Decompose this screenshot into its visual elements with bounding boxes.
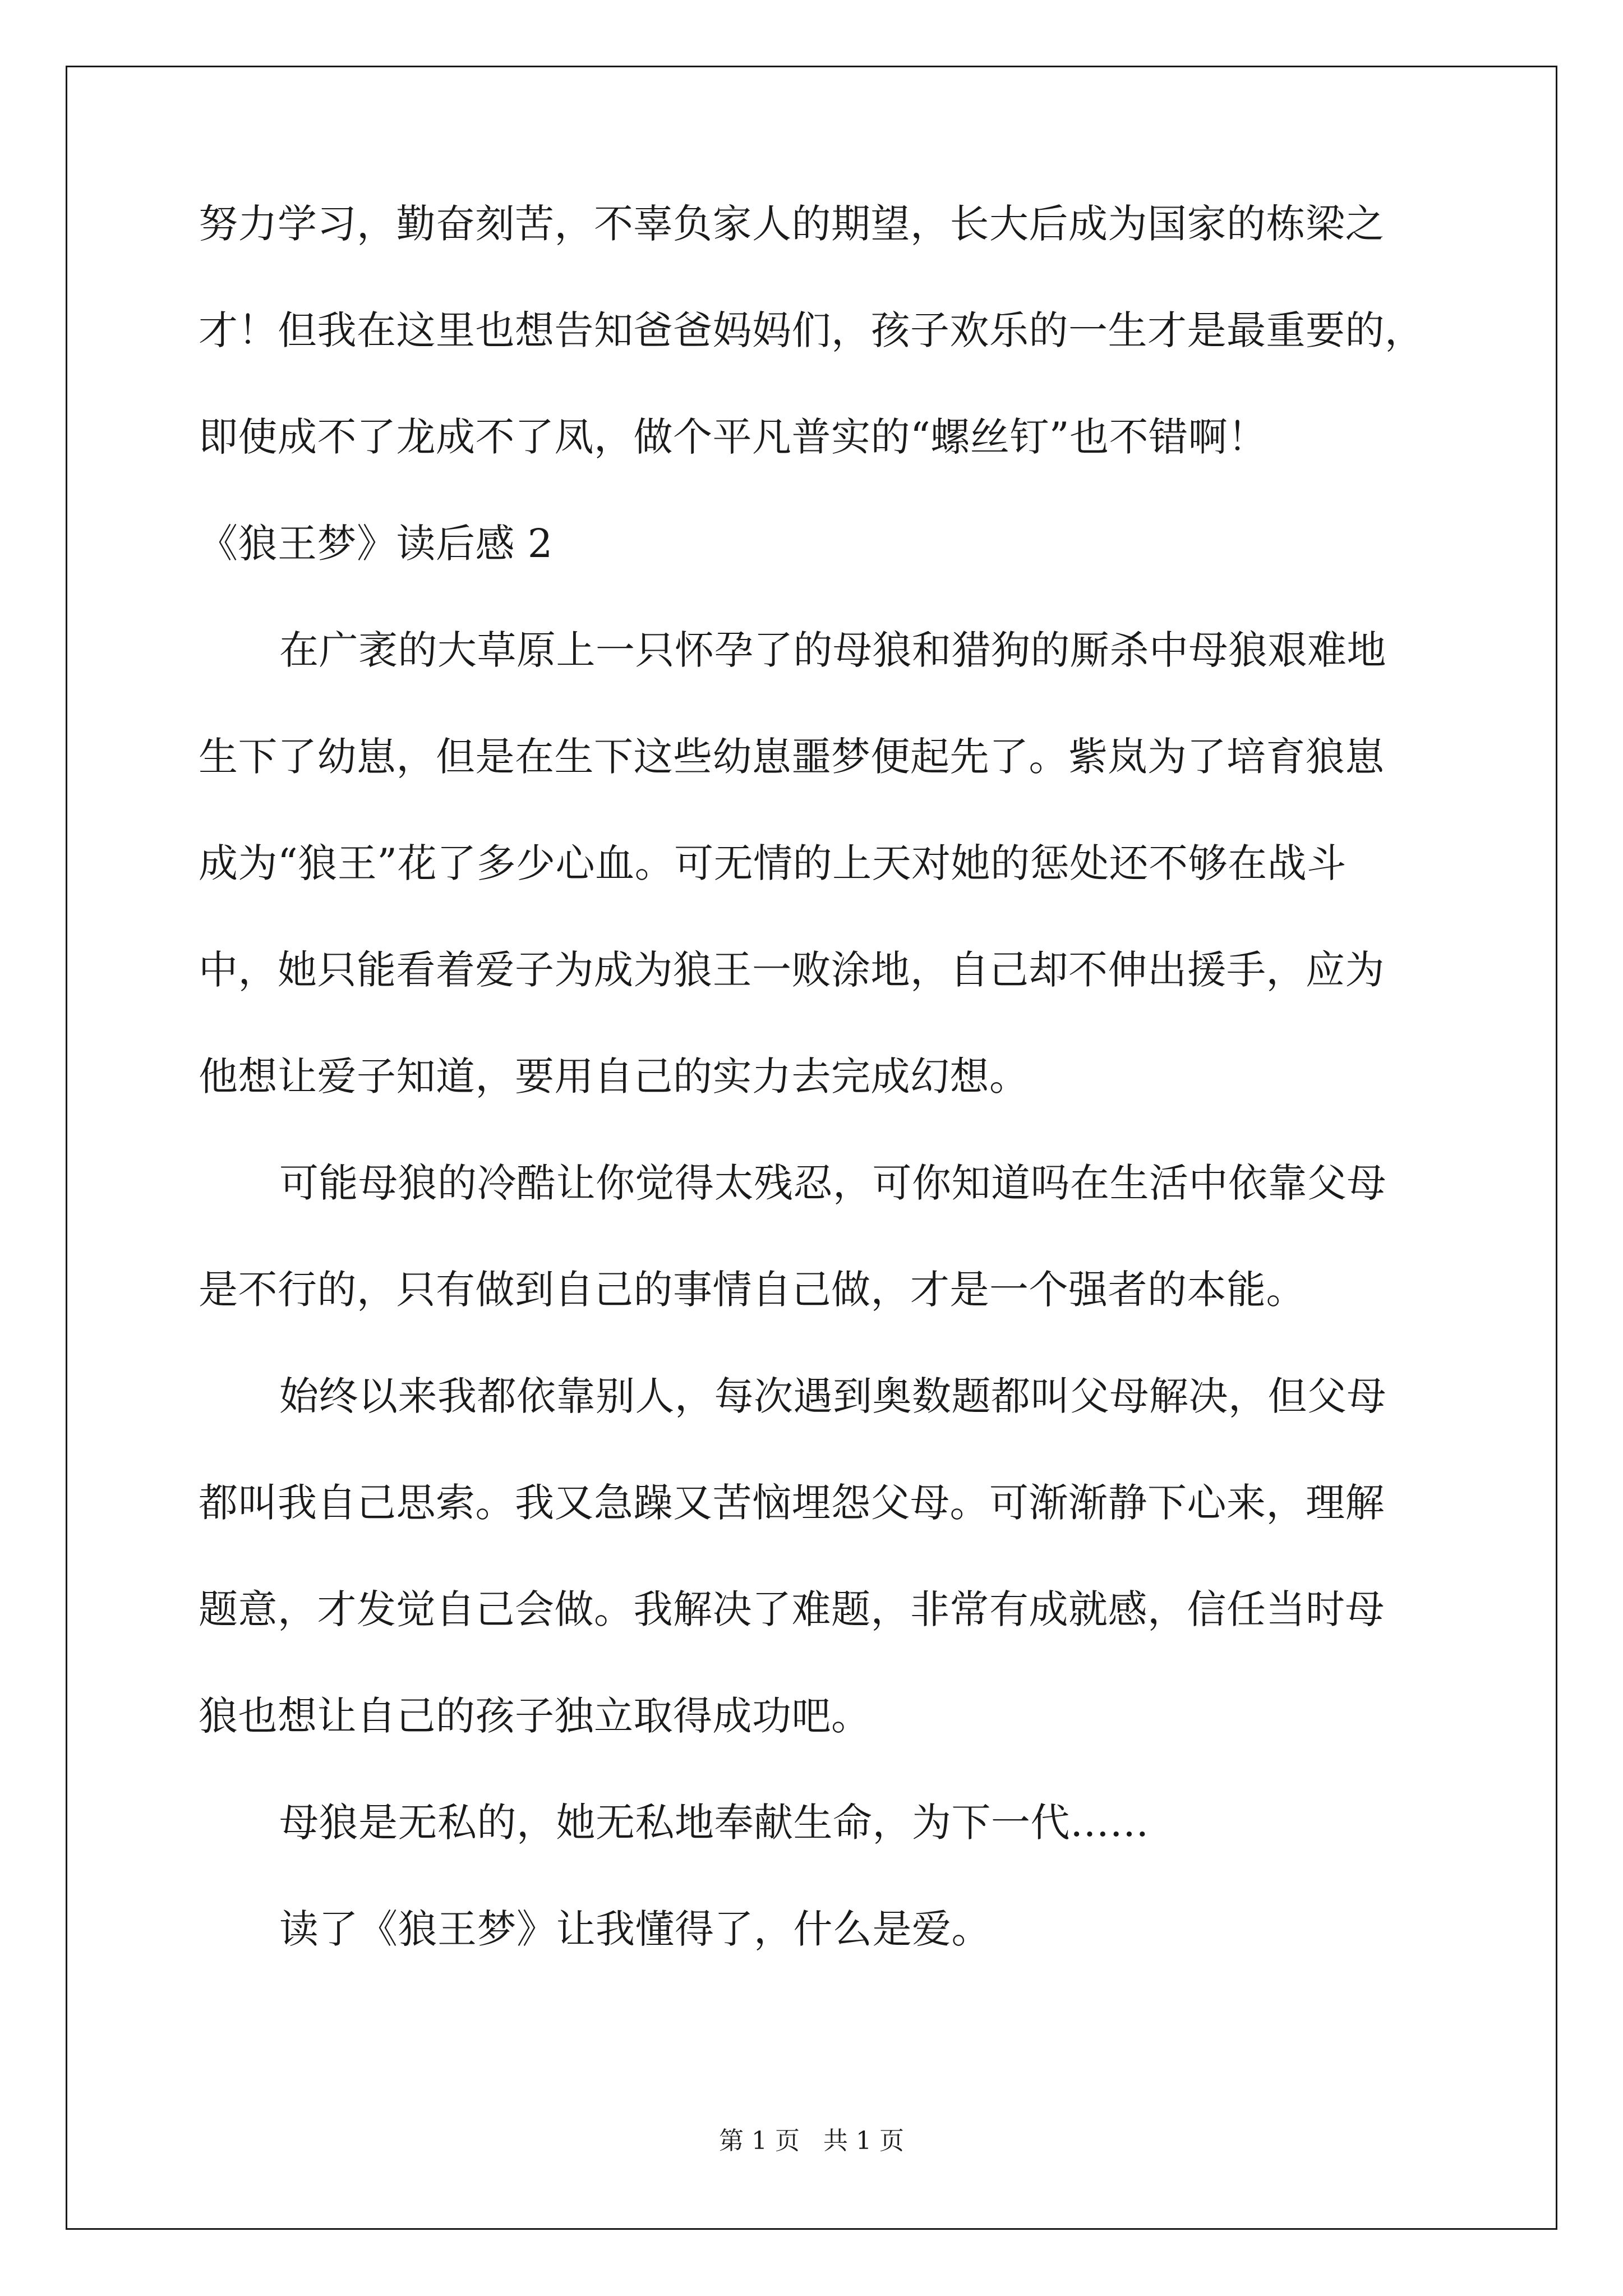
- text-line-13: 都叫我自己思索。我又急躁又苦恼埋怨父母。可渐渐静下心来，理解: [199, 1480, 1385, 1526]
- text-line-11: 是不行的，只有做到自己的事情自己做，才是一个强者的本能。: [199, 1267, 1306, 1313]
- text-line-7: 成为“狼王”花了多少心血。可无情的上天对她的惩处还不够在战斗: [199, 840, 1347, 886]
- text-line-14: 题意，才发觉自己会做。我解决了难题，非常有成就感，信任当时母: [199, 1586, 1385, 1632]
- text-line-16: 母狼是无私的，她无私地奉献生命，为下一代……: [279, 1800, 1149, 1846]
- text-line-1: 努力学习，勤奋刻苦，不辜负家人的期望，长大后成为国家的栋梁之: [199, 201, 1385, 247]
- text-line-12: 始终以来我都依靠别人，每次遇到奥数题都叫父母解决，但父母: [279, 1373, 1386, 1419]
- text-line-5: 在广袤的大草原上一只怀孕了的母狼和猎狗的厮杀中母狼艰难地: [279, 627, 1386, 673]
- page-border: [66, 66, 1557, 2230]
- text-line-2: 才！但我在这里也想告知爸爸妈妈们，孩子欢乐的一生才是最重要的，: [199, 307, 1424, 353]
- text-line-10: 可能母狼的冷酷让你觉得太残忍，可你知道吗在生活中依靠父母: [279, 1160, 1386, 1206]
- text-line-8: 中，她只能看着爱子为成为狼王一败涂地，自己却不伸出援手，应为: [199, 947, 1385, 993]
- text-line-6: 生下了幼崽，但是在生下这些幼崽噩梦便起先了。紫岚为了培育狼崽: [199, 734, 1385, 780]
- text-line-3: 即使成不了龙成不了凤，做个平凡普实的“螺丝钉”也不错啊！: [199, 414, 1267, 460]
- page-footer: 第 1 页 共 1 页: [719, 2127, 904, 2155]
- text-line-17: 读了《狼王梦》让我懂得了，什么是爱。: [279, 1906, 991, 1952]
- section-heading: 《狼王梦》读后感 2: [199, 521, 553, 567]
- text-line-15: 狼也想让自己的孩子独立取得成功吧。: [199, 1693, 871, 1739]
- text-line-9: 他想让爱子知道，要用自己的实力去完成幻想。: [199, 1053, 1029, 1099]
